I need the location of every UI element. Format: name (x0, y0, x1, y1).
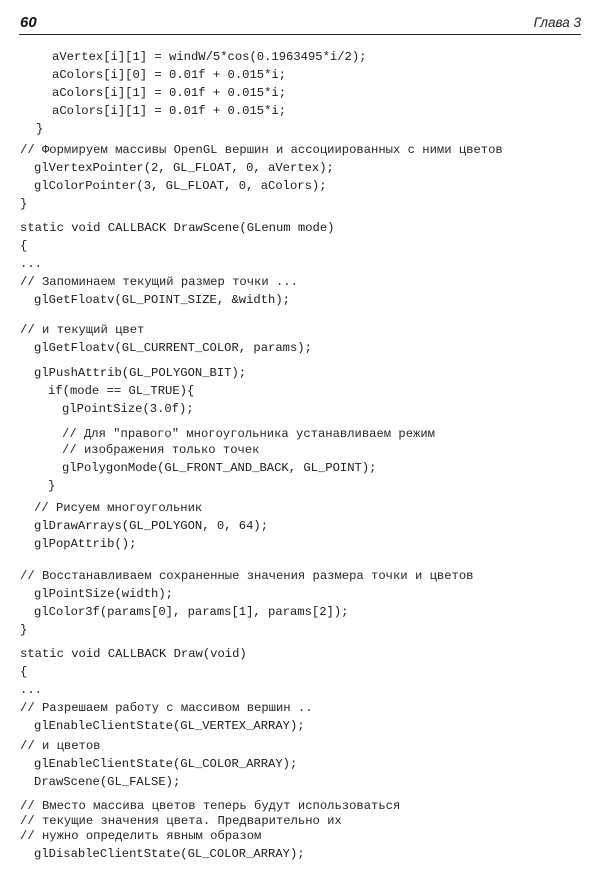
code-line: glPointSize(width); (34, 587, 173, 601)
code-line: glVertexPointer(2, GL_FLOAT, 0, aVertex); (34, 161, 334, 175)
code-line: } (36, 122, 44, 136)
code-line: { (20, 665, 28, 679)
code-line: } (48, 479, 56, 493)
code-line: glColorPointer(3, GL_FLOAT, 0, aColors); (34, 179, 327, 193)
code-line: glDisableClientState(GL_COLOR_ARRAY); (34, 847, 305, 861)
code-line: glPopAttrib(); (34, 537, 137, 551)
code-comment-line: // изображения только точек (62, 443, 260, 457)
code-line: aColors[i][0] = 0.01f + 0.015*i; (52, 68, 287, 82)
code-line: aColors[i][1] = 0.01f + 0.015*i; (52, 86, 287, 100)
code-line: glColor3f(params[0], params[1], params[2]); (34, 605, 349, 619)
code-line: aColors[i][1] = 0.01f + 0.015*i; (52, 104, 287, 118)
code-comment-line: // Запоминаем текущий размер точки ... (20, 275, 298, 289)
code-comment-line: // Разрешаем работу с массивом вершин .. (20, 701, 313, 715)
code-comment-line: // Формируем массивы OpenGL вершин и ассоциированных с ними цветов (20, 143, 503, 157)
page-number: 60 (20, 14, 37, 31)
code-line: DrawScene(GL_FALSE); (34, 775, 181, 789)
code-comment-line: // и текущий цвет (20, 323, 145, 337)
code-line: glPushAttrib(GL_POLYGON_BIT); (34, 366, 247, 380)
code-comment-line: // Для "правого" многоугольника устанавливаем режим (62, 427, 435, 441)
chapter-label: Глава 3 (533, 15, 581, 30)
code-line: static void CALLBACK Draw(void) (20, 647, 247, 661)
code-comment-line: // Вместо массива цветов теперь будут использоваться (20, 799, 401, 813)
code-line: if(mode == GL_TRUE){ (48, 384, 195, 398)
code-comment-line: // и цветов (20, 739, 101, 753)
code-line: glPointSize(3.0f); (62, 402, 194, 416)
code-line: aVertex[i][1] = windW/5*cos(0.1963495*i/2); (52, 50, 367, 64)
code-line: glDrawArrays(GL_POLYGON, 0, 64); (34, 519, 269, 533)
code-comment-line: // Рисуем многоугольник (34, 501, 203, 515)
code-line: } (20, 623, 28, 637)
code-line: static void CALLBACK DrawScene(GLenum mode) (20, 221, 335, 235)
code-line: { (20, 239, 28, 253)
code-line: glPolygonMode(GL_FRONT_AND_BACK, GL_POINT); (62, 461, 377, 475)
code-line: glGetFloatv(GL_CURRENT_COLOR, params); (34, 341, 312, 355)
code-line: glEnableClientState(GL_VERTEX_ARRAY); (34, 719, 305, 733)
code-line: glGetFloatv(GL_POINT_SIZE, &width); (34, 293, 290, 307)
code-comment-line: // Восстанавливаем сохраненные значения размера точки и цветов (20, 569, 474, 583)
code-comment-line: // нужно определить явным образом (20, 829, 262, 843)
code-line: ... (20, 683, 42, 697)
code-comment-line: // текущие значения цвета. Предварительно их (20, 814, 342, 828)
code-line: ... (20, 257, 42, 271)
code-line: glEnableClientState(GL_COLOR_ARRAY); (34, 757, 298, 771)
code-line: } (20, 197, 28, 211)
